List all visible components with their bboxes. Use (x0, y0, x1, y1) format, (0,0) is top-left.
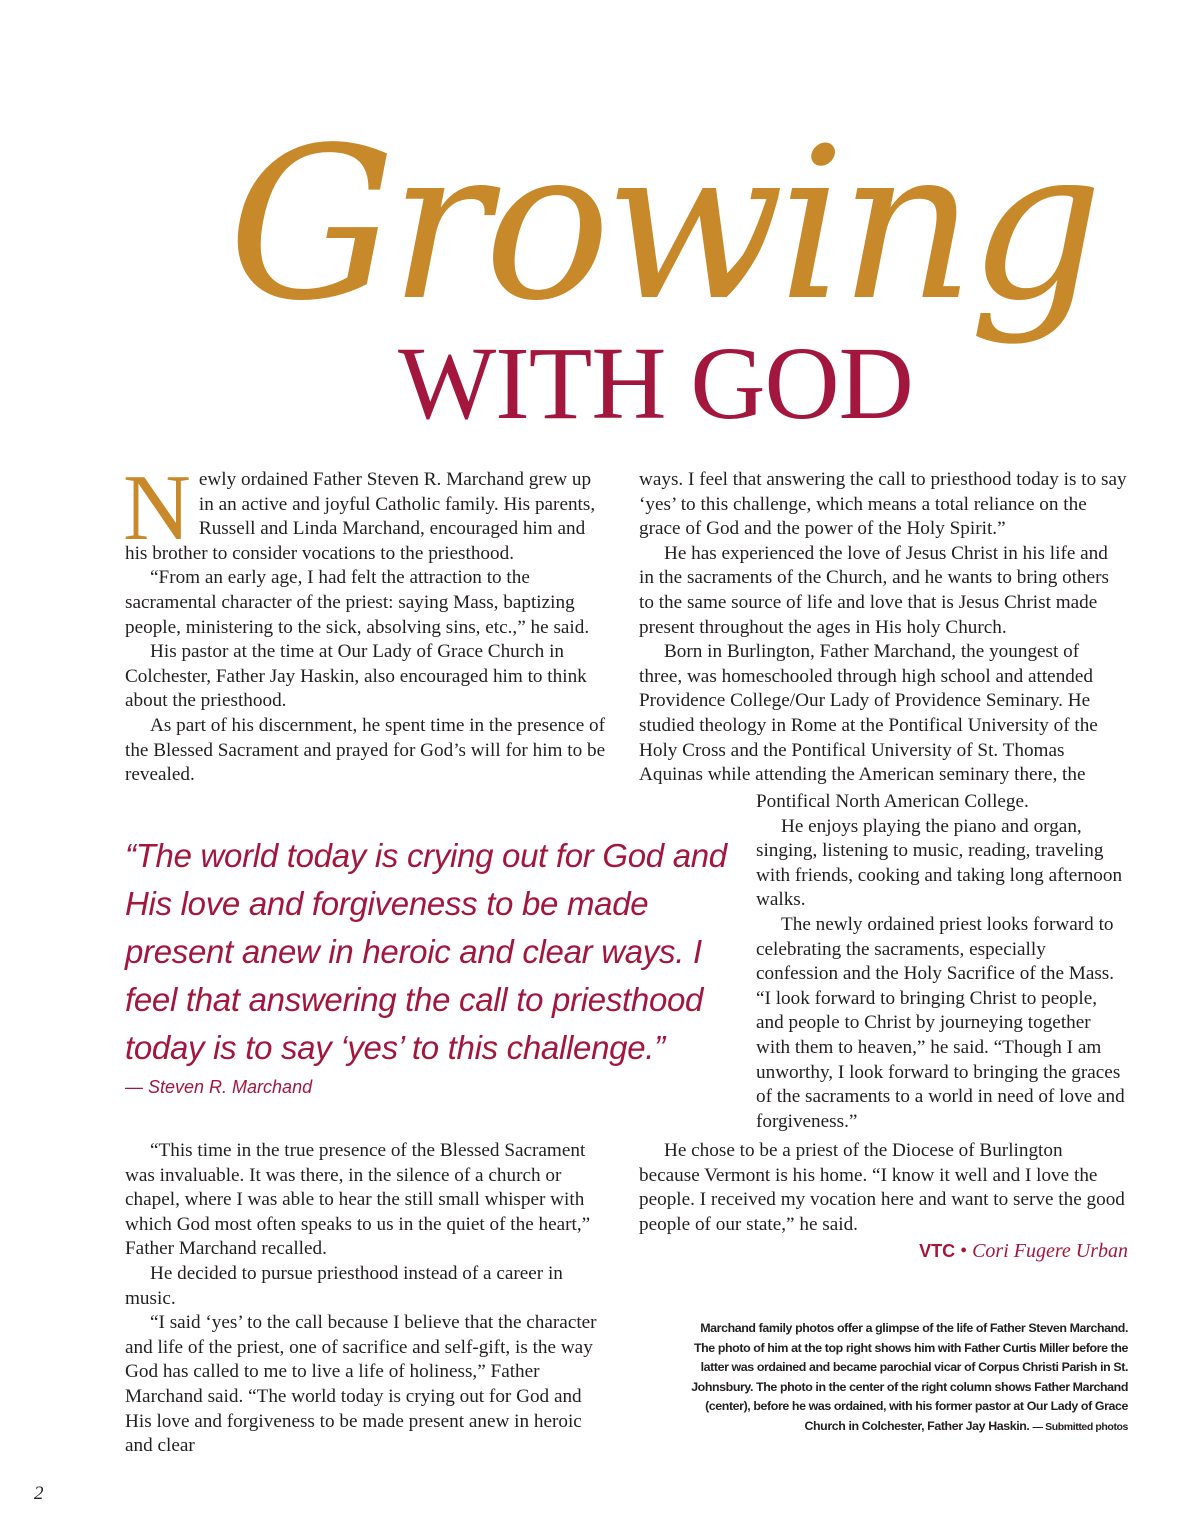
article-column-left-top (123, 456, 607, 788)
article-column-right-bottom (639, 1139, 1127, 1237)
byline (919, 1240, 1128, 1263)
pull-quote: “The world today is crying out for God and His love and forgiveness to be made present anew in heroic and clear ways. I feel that answering the call to priesthood today is to say ‘yes’ to this challenge.” (125, 837, 727, 1066)
article-paragraph: Born in Burlington, Father Marchand, the youngest of three, was homeschooled through high school and attended Providence College/Our Lady of Providence Seminary. He studied theology in Rome at the Pontifical University of the Holy Cross and the Pontifical University of St. Thomas Aquinas while attending the American seminary there, the (639, 641, 1098, 786)
article-paragraph: His pastor at the time at Our Lady of Grace Church in Colchester, Father Jay Haskin, also encouraged him to think about the priesthood. (125, 641, 587, 712)
pull-quote-attribution: — Steven R. Marchand (125, 1077, 313, 1097)
article-paragraph: The newly ordained priest looks forward to celebrating the sacraments, especially confession and the Holy Sacrifice of the Mass. “I look forward to bringing Christ to people, and people to Christ by journeying together with them to heaven,” he said. “Though I am unworthy, I look forward to bringing the graces of the sacraments to a world in need of love and forgiveness.” (756, 913, 1125, 1132)
drop-cap: N (123, 456, 191, 560)
article-paragraph: He chose to be a priest of the Diocese of Burlington because Vermont is his home. “I know it well and I love the people. I received my vocation here and want to serve the good people of our state,” he said. (639, 1140, 1125, 1235)
page-number: 2 (34, 1483, 44, 1504)
byline-org: VTC (919, 1241, 956, 1261)
article-paragraph: He decided to pursue priesthood instead of a career in music. (125, 1262, 563, 1309)
article-column-left-bottom (125, 1139, 607, 1459)
article-paragraph: He has experienced the love of Jesus Christ in his life and in the sacraments of the Church, and he wants to bring others to the same source of life and love that is Jesus Christ made present throughout the ages in His holy Church. (639, 542, 1109, 638)
photo-caption (690, 1319, 1128, 1438)
article-paragraph: “This time in the true presence of the Blessed Sacrament was invaluable. It was there, in the silence of a church or chapel, where I was able to hear the still small whisper with which God most often speaks to us in the quiet of the heart,” Father Marchand recalled. (125, 1140, 591, 1260)
article-text: ewly ordained Father Steven R. Marchand grew up in an active and joyful Catholic family. His parents, Russell and Linda Marchand, encouraged him and his brother to consider vocations to the priesthood. (125, 469, 596, 564)
page-title: WITH GOD (398, 326, 913, 441)
article-paragraph: Pontifical North American College. (756, 791, 1029, 812)
byline-author: Cori Fugere Urban (972, 1240, 1128, 1262)
article-paragraph: He enjoys playing the piano and organ, singing, listening to music, reading, traveling with friends, cooking and taking long afternoon walks. (756, 815, 1123, 911)
title-script: Growing (228, 102, 1098, 347)
article-column-right-top (639, 468, 1127, 788)
article-column-right-middle (756, 790, 1128, 1134)
article-paragraph: As part of his discernment, he spent time in the presence of the Blessed Sacrament and prayed for God’s will for him to be revealed. (125, 714, 606, 786)
photo-credit: — Submitted photos (1032, 1420, 1128, 1433)
caption-text: Marchand family photos offer a glimpse of the life of Father Steven Marchand. The photo of him at the top right shows him with Father Curtis Miller before the latter was ordained and became parochial vicar of Corpus Christi Parish in St. Johnsbury. The photo in the center of the right column shows Father Marchand (center), before he was ordained, with his former pastor at Our Lady of Grace Church in Colchester, Father Jay Haskin. (691, 1321, 1128, 1433)
article-paragraph: “From an early age, I had felt the attraction to the sacramental character of the priest: saying Mass, baptizing people, ministering to the sick, absolving sins, etc.,” he said. (125, 567, 590, 638)
byline-separator: • (960, 1240, 968, 1262)
article-paragraph (123, 456, 607, 566)
article-paragraph: “I said ‘yes’ to the call because I believe that the character and life of the priest, one of sacrifice and self-gift, is the way God has called to me to live a life of holiness,” Father Marchand said. “The world today is crying out for God and His love and forgiveness to be made present anew in heroic and clear (125, 1312, 597, 1457)
article-paragraph: ways. I feel that answering the call to priesthood today is to say ‘yes’ to this challenge, which means a total reliance on the grace of God and the power of the Holy Spirit.” (639, 469, 1127, 540)
